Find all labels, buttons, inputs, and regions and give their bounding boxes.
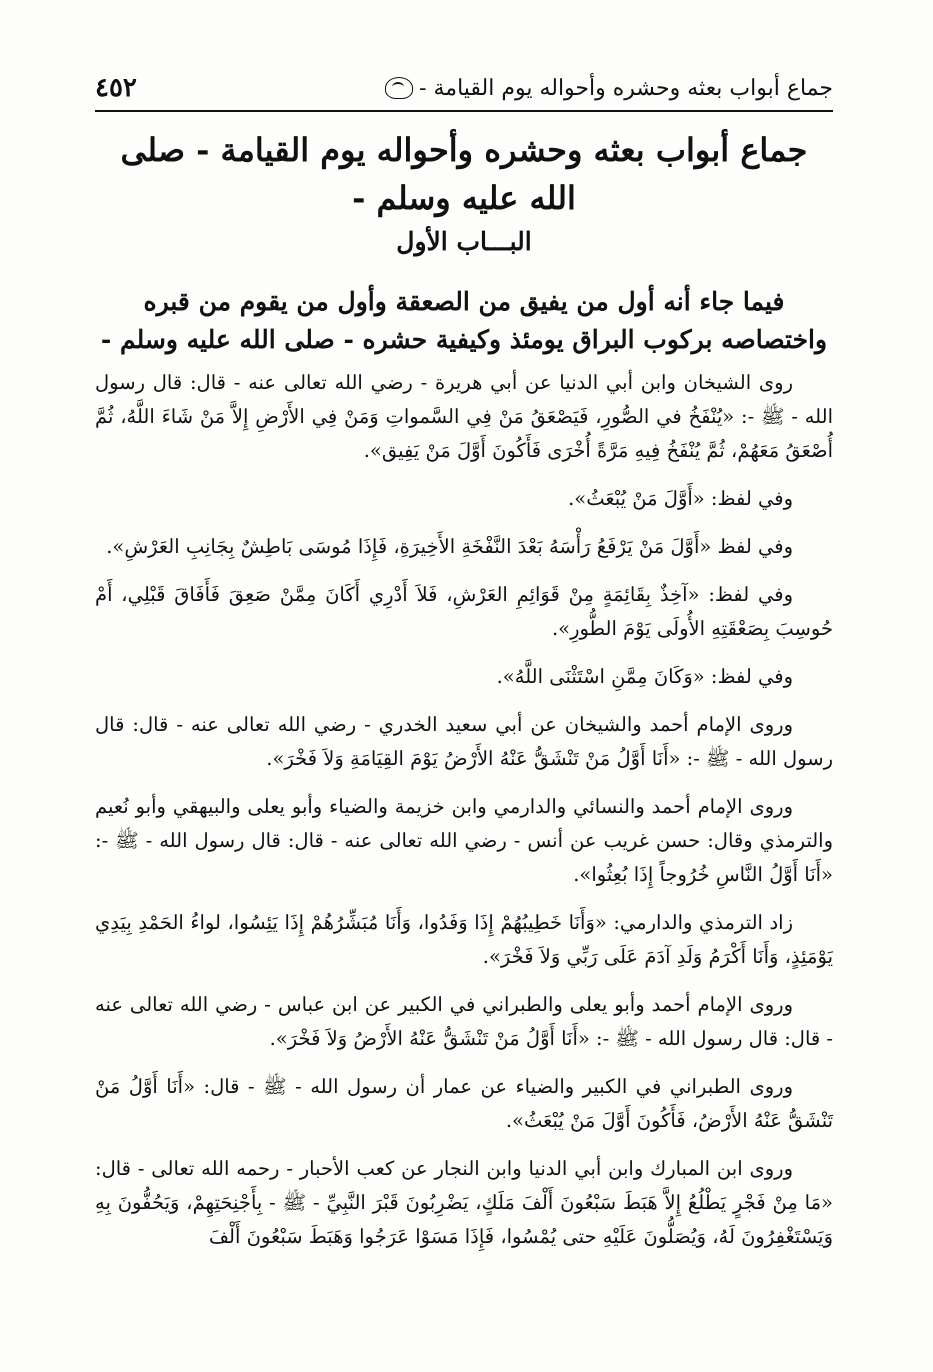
main-title: جماع أبواب بعثه وحشره وأحواله يوم القيامة - صلى الله عليه وسلم - bbox=[120, 131, 808, 217]
running-header bbox=[95, 66, 833, 112]
paragraph: زاد الترمذي والدارمي: «وَأَنَا خَطِيبُهُمْ إِذَا وَفَدُوا، وَأَنَا مُبَشِّرُهُمْ إِذَا يَئِسُوا، لواءُ الحَمْدِ بِيَدِي يَوْمَئِذٍ، وَأَنَا أَكْرَمُ وَلَدِ آدَمَ عَلَى رَبِّي وَلاَ فَخْرَ». bbox=[95, 911, 833, 968]
paragraph: وروى ابن المبارك وابن أبي الدنيا وابن النجار عن كعب الأحبار - رحمه الله تعالى - قال: «مَا مِنْ فَجْرٍ يَطْلُعُ إِلاَّ هَبَطَ سَبْعُونَ أَلْفَ مَلَكٍ، يَضْرِبُونَ قَبْرَ النَّبِيِّ - ﷺ - بِأَجْنِحَتِهِمْ، وَيَحُفُّونَ بِهِ وَيَسْتَغْفِرُونَ لَهُ، وَيُصَلُّونَ عَلَيْهِ حتى يُمْسُوا، فَإِذَا مَسَوْا عَرَجُوا وَهَبَطَ سَبْعُونَ أَلْفَ bbox=[95, 1157, 833, 1248]
paragraph: روى الشيخان وابن أبي الدنيا عن أبي هريرة - رضي الله تعالى عنه - قال: قال رسول الله - ﷺ -: «يُنْفَخُ في الصُّورِ، فَيَصْعَقُ مَنْ فِي السَّمواتِ وَمَنْ فِي الأَرْضِ إِلاَّ مَنْ شَاءَ اللَّهُ، ثُمَّ أُصْعَقُ مَعَهُمْ، ثُمَّ يُنْفَخُ فِيهِ مَرَّةً أُخْرَى فَأَكُونَ أَوَّلَ مَنْ يَفِيق». bbox=[95, 371, 833, 462]
paragraph: وروى الإمام أحمد والنسائي والدارمي وابن خزيمة والضياء وأبو يعلى والبيهقي وأبو نُعيم والترمذي وقال: حسن غريب عن أنس - رضي الله تعالى عنه - قال: قال رسول الله - ﷺ -: «أَنَا أَوَّلُ النَّاسِ خُرُوجاً إِذَا بُعِثُوا». bbox=[95, 795, 833, 886]
chapter-heading: البـــاب الأول bbox=[396, 227, 532, 256]
section-title: فيما جاء أنه أول من يفيق من الصعقة وأول من يقوم من قبره واختصاصه بركوب البراق يومئذ وكيفية حشره - صلى الله عليه وسلم - bbox=[100, 287, 828, 354]
running-title bbox=[385, 76, 833, 101]
body-text bbox=[95, 366, 833, 1268]
paragraph: وفي لفظ «أَوَّلَ مَنْ يَرْفَعُ رَأْسَهُ بَعْدَ النَّفْخَةِ الأَخِيرَةِ، فَإِذَا مُوسَى بَاطِشٌ بِجَانِبِ العَرْشِ». bbox=[106, 535, 793, 558]
seal-icon bbox=[385, 77, 413, 99]
paragraph: وفي لفظ: «أَوَّلَ مَنْ يُبْعَثُ». bbox=[568, 487, 793, 510]
paragraph: وفي لفظ: «وَكَانَ مِمَّنِ اسْتَثْنَى اللَّهُ». bbox=[496, 665, 793, 688]
running-title-text: جماع أبواب بعثه وحشره وأحواله يوم القيامة - bbox=[419, 75, 833, 101]
paragraph: وروى الطبراني في الكبير والضياء عن عمار أن رسول الله - ﷺ - قال: «أَنَا أَوَّلُ مَنْ تَنْشَقُّ عَنْهُ الأَرْضُ، فَأَكُونَ أَوَّلَ مَنْ يُبْعَثُ». bbox=[95, 1075, 833, 1132]
paragraph: وروى الإمام أحمد والشيخان عن أبي سعيد الخدري - رضي الله تعالى عنه - قال: قال رسول الله - ﷺ -: «أَنَا أَوَّلُ مَنْ تَنْشَقُّ عَنْهُ الأَرْضُ يَوْمَ القِيَامَةِ وَلاَ فَخْرَ». bbox=[95, 713, 833, 770]
paragraph: وروى الإمام أحمد وأبو يعلى والطبراني في الكبير عن ابن عباس - رضي الله تعالى عنه - قال: قال رسول الله - ﷺ -: «أَنَا أَوَّلُ مَنْ تَنْشَقُّ عَنْهُ الأَرْضُ وَلاَ فَخْرَ». bbox=[95, 993, 833, 1050]
paragraph: وفي لفظ: «آخِذٌ بِقَائِمَةٍ مِنْ قَوَائِمِ العَرْشِ، فَلاَ أَدْرِي أَكَانَ مِمَّنْ صَعِقَ فَأَفَاقَ قَبْلِي، أَمْ حُوسِبَ بِصَعْقَتِهِ الأُولَى يَوْمَ الطُّورِ». bbox=[95, 583, 833, 640]
page-number: ٤٥٢ bbox=[95, 73, 137, 103]
